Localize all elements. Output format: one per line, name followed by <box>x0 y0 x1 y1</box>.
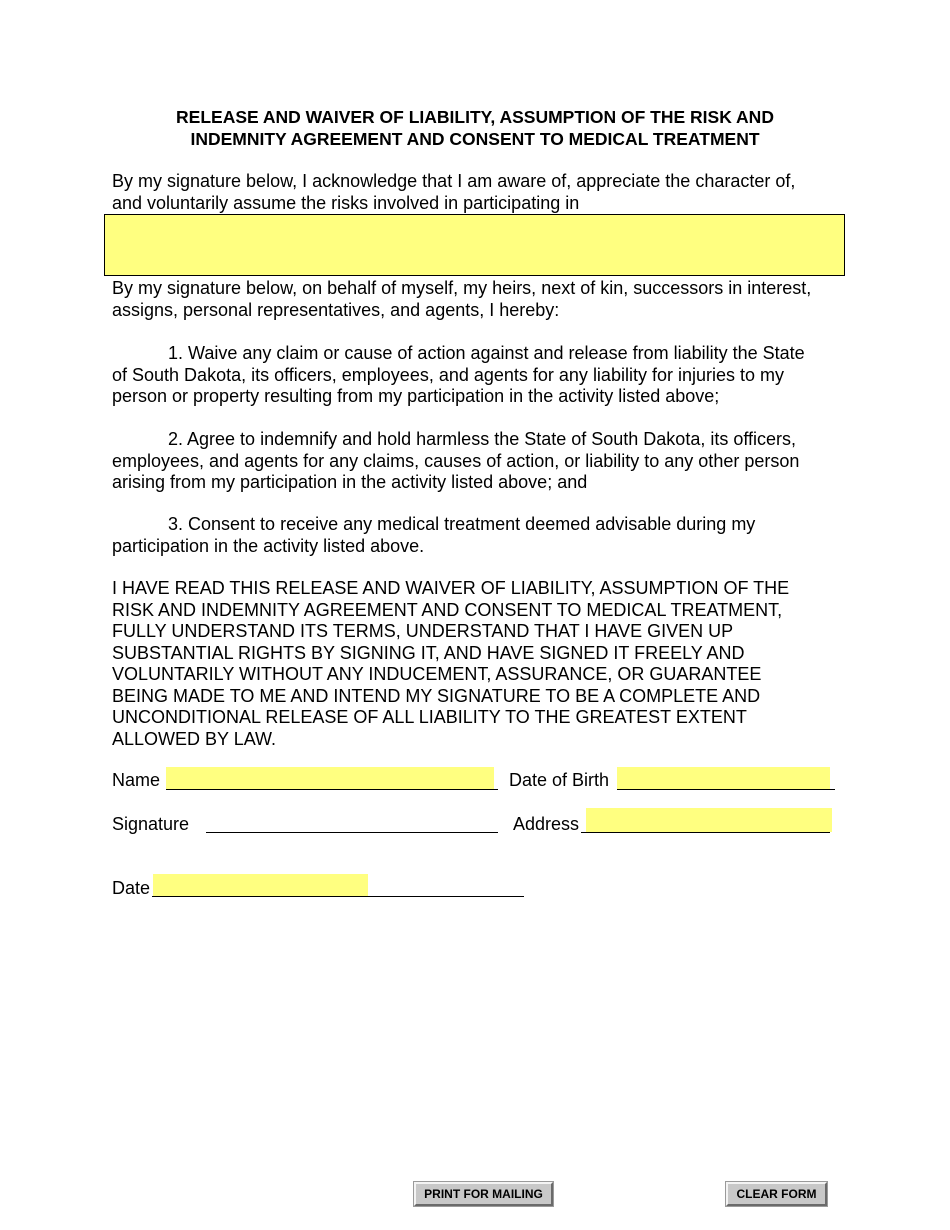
clear-form-button[interactable]: CLEAR FORM <box>726 1182 827 1206</box>
text-line: By my signature below, on behalf of myself, my heirs, next of kin, successors in interest, <box>112 278 812 298</box>
signature-line <box>206 832 498 833</box>
waiver-item-1 <box>112 343 847 408</box>
waiver-item-3 <box>112 514 847 557</box>
text-line: 3. Consent to receive any medical treatment deemed advisable during my <box>168 514 756 534</box>
address-input[interactable] <box>586 808 832 832</box>
text-line: I HAVE READ THIS RELEASE AND WAIVER OF LIABILITY, ASSUMPTION OF THE <box>112 578 790 598</box>
address-underline <box>581 832 830 833</box>
text-line: UNCONDITIONAL RELEASE OF ALL LIABILITY TO THE GREATEST EXTENT <box>112 707 747 727</box>
text-line: FULLY UNDERSTAND ITS TERMS, UNDERSTAND THAT I HAVE GIVEN UP <box>112 621 734 641</box>
address-label: Address <box>513 814 580 834</box>
text-line: participation in the activity listed above. <box>112 535 425 556</box>
dob-label: Date of Birth <box>509 770 610 790</box>
text-line: assigns, personal representatives, and agents, I hereby: <box>112 299 560 320</box>
title-line: RELEASE AND WAIVER OF LIABILITY, ASSUMPTION OF THE RISK AND <box>176 107 774 127</box>
dob-input[interactable] <box>617 767 830 789</box>
date-label: Date <box>112 878 151 898</box>
date-input[interactable] <box>153 874 368 896</box>
text-line: employees, and agents for any claims, causes of action, or liability to any other person <box>112 450 800 471</box>
text-line: RISK AND INDEMNITY AGREEMENT AND CONSENT TO MEDICAL TREATMENT, <box>112 599 783 620</box>
text-line: BEING MADE TO ME AND INTEND MY SIGNATURE TO BE A COMPLETE AND <box>112 685 761 706</box>
name-input[interactable] <box>166 767 494 789</box>
text-line: and voluntarily assume the risks involved in participating in <box>112 192 580 213</box>
text-line: arising from my participation in the activity listed above; and <box>112 472 588 492</box>
text-line: person or property resulting from my participation in the activity listed above; <box>112 386 720 406</box>
waiver-item-2 <box>112 429 847 494</box>
date-underline <box>152 896 524 897</box>
text-line: 1. Waive any claim or cause of action against and release from liability the State <box>168 343 805 363</box>
intro-paragraph <box>112 171 847 214</box>
text-line: By my signature below, I acknowledge that I am aware of, appreciate the character of, <box>112 171 796 191</box>
behalf-paragraph <box>112 278 847 321</box>
acknowledgment-paragraph <box>112 578 847 750</box>
text-line: VOLUNTARILY WITHOUT ANY INDUCEMENT, ASSURANCE, OR GUARANTEE <box>112 664 762 684</box>
text-line: SUBSTANTIAL RIGHTS BY SIGNING IT, AND HAVE SIGNED IT FREELY AND <box>112 642 745 663</box>
dob-underline <box>617 789 835 790</box>
print-for-mailing-button[interactable]: PRINT FOR MAILING <box>414 1182 553 1206</box>
name-underline <box>166 789 498 790</box>
title-line: INDEMNITY AGREEMENT AND CONSENT TO MEDICAL TREATMENT <box>190 129 760 149</box>
name-label: Name <box>112 770 161 790</box>
text-line: of South Dakota, its officers, employees, and agents for any liability for injuries to my <box>112 364 784 385</box>
signature-label: Signature <box>112 814 190 834</box>
document-title <box>112 106 838 150</box>
text-line: 2. Agree to indemnify and hold harmless the State of South Dakota, its officers, <box>168 429 797 449</box>
text-line: ALLOWED BY LAW. <box>112 728 277 749</box>
activity-input-field[interactable] <box>104 214 845 276</box>
